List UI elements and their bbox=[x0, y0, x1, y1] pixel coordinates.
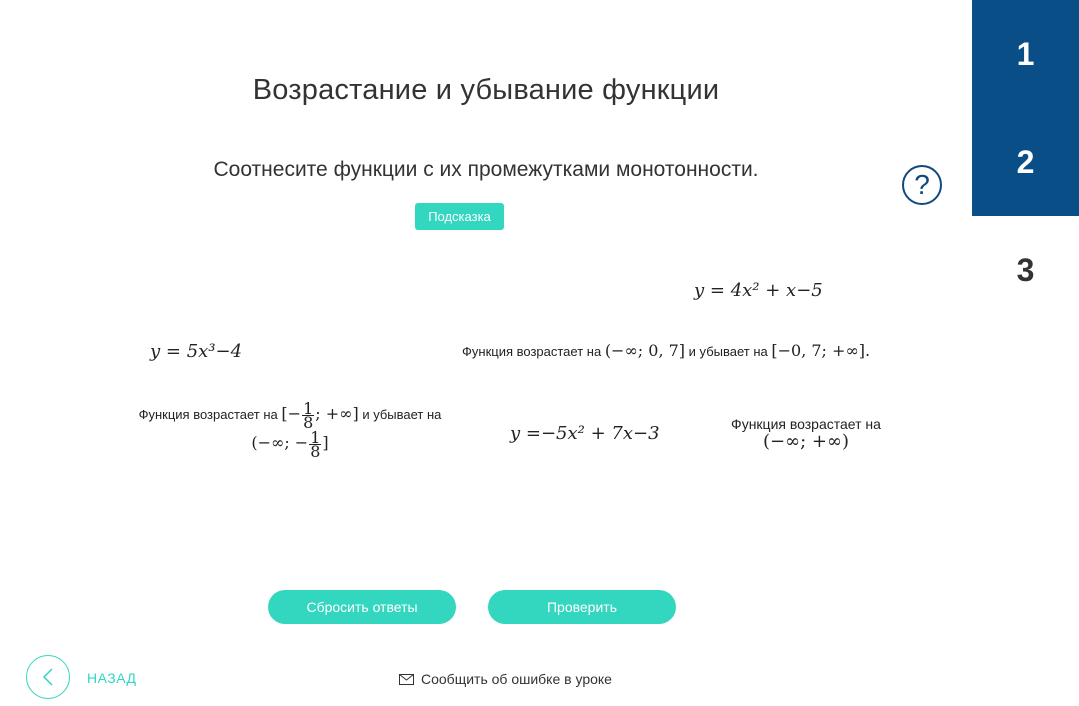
function-card-quadratic-negative[interactable]: y =−5x² + 7x−3 bbox=[510, 423, 660, 444]
function-card-cubic[interactable]: y = 5x³−4 bbox=[150, 341, 243, 362]
task-instruction: Соотнесите функции с их промежутками монотонности. bbox=[213, 158, 759, 181]
interval-math-close: ] bbox=[322, 432, 329, 452]
interval-mid: и убывает на bbox=[688, 344, 768, 359]
lesson-title: Возрастание и убывание функции bbox=[252, 74, 720, 106]
fraction-denominator: 8 bbox=[303, 413, 314, 432]
hint-button[interactable]: Подсказка bbox=[415, 203, 504, 230]
interval-math: [−0, 7; +∞]. bbox=[771, 341, 871, 360]
fraction bbox=[302, 399, 314, 432]
fraction bbox=[309, 428, 321, 461]
report-error-label: Сообщить об ошибке в уроке bbox=[421, 671, 612, 687]
interval-card-2[interactable] bbox=[122, 399, 458, 461]
back-button[interactable] bbox=[26, 655, 70, 699]
step-3-tab[interactable]: 3 bbox=[1016, 252, 1035, 288]
help-icon[interactable]: ? bbox=[902, 165, 942, 205]
check-button[interactable]: Проверить bbox=[488, 590, 676, 624]
chevron-left-icon bbox=[41, 667, 55, 687]
envelope-icon bbox=[399, 674, 414, 685]
fraction-numerator: 1 bbox=[303, 399, 314, 418]
fraction-denominator: 8 bbox=[310, 442, 321, 461]
step-1-tab[interactable]: 1 bbox=[1016, 36, 1035, 72]
function-card-quadratic-positive[interactable]: y = 4x² + x−5 bbox=[694, 280, 823, 301]
interval-lead: Функция возрастает на bbox=[138, 406, 278, 422]
interval-card-1[interactable] bbox=[462, 342, 870, 361]
interval-lead: Функция возрастает на bbox=[731, 416, 881, 432]
interval-mid: и убывает на bbox=[362, 406, 442, 422]
interval-math: (−∞; 0, 7] bbox=[604, 341, 686, 360]
interval-math: (−∞; +∞) bbox=[763, 431, 849, 452]
report-error-link[interactable] bbox=[399, 671, 612, 687]
interval-math-open: [− bbox=[281, 403, 302, 423]
steps-sidebar-active bbox=[972, 0, 1079, 216]
interval-lead: Функция возрастает на bbox=[462, 344, 602, 359]
fraction-numerator: 1 bbox=[310, 428, 321, 447]
interval-math-open: (−∞; − bbox=[251, 432, 309, 452]
back-link[interactable]: НАЗАД bbox=[87, 670, 137, 686]
interval-card-3[interactable] bbox=[714, 415, 898, 451]
step-2-tab[interactable]: 2 bbox=[1016, 144, 1035, 180]
reset-answers-button[interactable]: Сбросить ответы bbox=[268, 590, 456, 624]
interval-math-close: ; +∞] bbox=[315, 403, 359, 423]
